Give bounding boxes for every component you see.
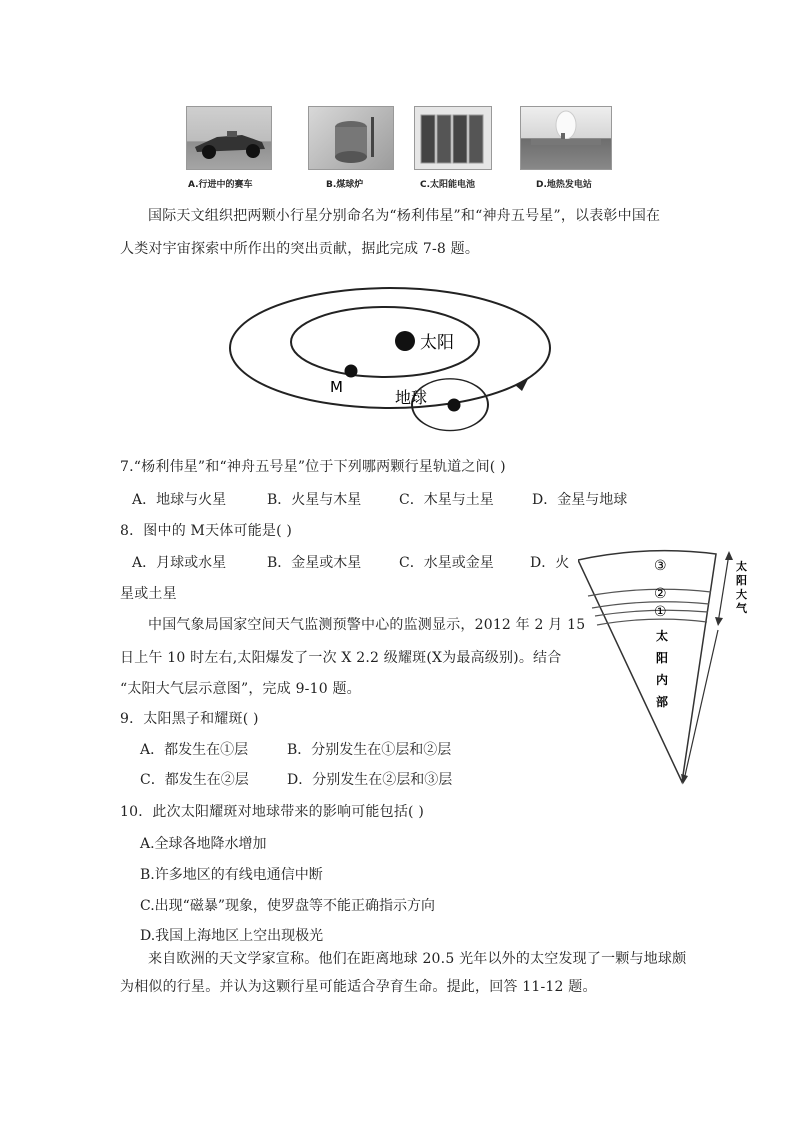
interior-char-4: 部	[656, 695, 669, 709]
intro1-line2: 人类对宇宙探索中所作出的突出贡献，据此完成 7-8 题。	[120, 241, 480, 257]
layer-3-label: ③	[654, 558, 667, 574]
orbit-arrow	[515, 379, 528, 391]
q7-option-a[interactable]: A．地球与火星	[132, 492, 227, 508]
earth-dot	[448, 399, 461, 412]
atmosphere-arrow-head-bottom	[715, 617, 723, 626]
q7-stem: 7.“杨利伟星”和“神舟五号星”位于下列哪两颗行星轨道之间( )	[120, 459, 506, 475]
atmos-char-1: 太	[736, 560, 747, 573]
sun-atmosphere-diagram	[578, 540, 778, 790]
sun-dot	[395, 331, 415, 351]
atmosphere-arrow	[718, 554, 729, 623]
atmos-char-2: 阳	[736, 574, 747, 587]
q10-option-a[interactable]: A.全球各地降水增加	[140, 836, 267, 852]
interior-char-2: 阳	[656, 651, 669, 665]
q10-stem: 10．此次太阳耀斑对地球带来的影响可能包括( )	[120, 804, 424, 820]
intro1-line1: 国际天文组织把两颗小行星分别命名为“杨利伟星”和“神舟五号星”，以表彰中国在	[148, 208, 661, 224]
q7-option-b[interactable]: B．火星与木星	[267, 492, 362, 508]
q8-option-d[interactable]: D．火	[530, 555, 570, 571]
q9-option-a[interactable]: A．都发生在①层	[140, 742, 249, 758]
solar-panel-icon	[415, 107, 491, 169]
q9-option-d[interactable]: D．分别发生在②层和③层	[287, 772, 453, 788]
interior-char-3: 内	[656, 673, 669, 687]
photo-caption-b: B.煤球炉	[326, 180, 364, 190]
m-label: M	[330, 378, 343, 396]
sun-label: 太阳	[420, 333, 454, 353]
atmos-char-3: 大	[736, 588, 747, 601]
photo-caption-d: D.地热发电站	[536, 180, 592, 190]
outer-orbit	[230, 288, 550, 408]
q10-option-d[interactable]: D.我国上海地区上空出现极光	[140, 928, 324, 944]
interior-char-1: 太	[656, 629, 669, 643]
sector-outline	[578, 551, 716, 782]
q8-option-b[interactable]: B．金星或木星	[267, 555, 362, 571]
photo-caption-c: C.太阳能电池	[420, 180, 476, 190]
q9-option-c[interactable]: C．都发生在②层	[140, 772, 249, 788]
q8-stem: 8．图中的 M天体可能是( )	[120, 523, 293, 539]
q9-stem: 9．太阳黑子和耀斑( )	[120, 711, 259, 727]
q7-option-c[interactable]: C．木星与土星	[399, 492, 494, 508]
layer-boundary-1	[588, 589, 711, 596]
q8-option-c[interactable]: C．水星或金星	[399, 555, 494, 571]
layer-boundary-3	[595, 610, 708, 616]
q10-option-c[interactable]: C.出现“磁暴”现象，使罗盘等不能正确指示方向	[140, 898, 435, 914]
q9-option-b[interactable]: B．分别发生在①层和②层	[287, 742, 452, 758]
coal-stove-icon	[309, 107, 393, 169]
intro3-line2: 为相似的行星。并认为这颗行星可能适合孕育生命。提此，回答 11-12 题。	[120, 979, 597, 995]
q8-option-d-continued: 星或土星	[120, 586, 177, 602]
layer-1-label: ①	[654, 604, 667, 620]
atmos-char-4: 气	[736, 602, 747, 615]
layer-boundary-2	[592, 602, 709, 608]
photo-coal-stove	[308, 106, 394, 170]
q10-option-b[interactable]: B.许多地区的有线电通信中断	[140, 867, 323, 883]
intro2-line2: 日上午 10 时左右,太阳爆发了一次 X 2.2 级耀斑(X为最高级别)。结合	[120, 650, 562, 666]
intro2-line3: “太阳大气层示意图”，完成 9-10 题。	[120, 681, 361, 697]
m-dot	[345, 365, 358, 378]
photo-solar-cells	[414, 106, 492, 170]
layer-boundary-4	[597, 619, 707, 625]
orbit-diagram	[225, 285, 565, 455]
photo-race-car	[186, 106, 272, 170]
geothermal-plant-icon	[521, 107, 611, 169]
q8-option-a[interactable]: A．月球或水星	[132, 555, 227, 571]
earth-label: 地球	[395, 388, 428, 407]
layer-2-label: ②	[654, 586, 667, 602]
intro3-line1: 来自欧洲的天文学家宣称。他们在距离地球 20.5 光年以外的太空发现了一颗与地球颇	[148, 951, 687, 967]
photo-caption-a: A.行进中的赛车	[188, 180, 253, 190]
q7-option-d[interactable]: D．金星与地球	[532, 492, 628, 508]
race-car-icon	[187, 107, 271, 169]
intro2-line1: 中国气象局国家空间天气监测预警中心的监测显示，2012 年 2 月 15	[148, 617, 586, 633]
photo-geothermal-plant	[520, 106, 612, 170]
atmosphere-arrow-head-top	[725, 551, 733, 560]
